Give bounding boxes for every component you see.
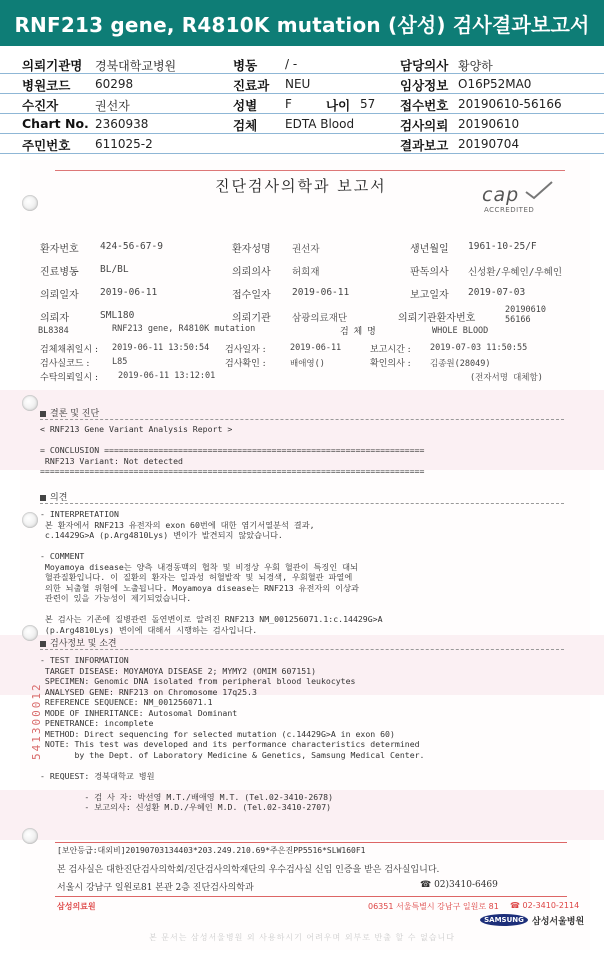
patient-field-value: 424-56-67-9 [100, 241, 163, 252]
page-title: RNF213 gene, R4810K mutation (삼성) 검사결과보고서 [14, 13, 590, 37]
header-value: 2360938 [95, 117, 149, 131]
header-label: Chart No. [22, 116, 89, 131]
header-label: 담당의사 [400, 58, 449, 73]
divider [0, 93, 604, 94]
header-value: 611025-2 [95, 137, 153, 151]
header-label: 검체 [233, 118, 258, 133]
lab-tel: ☎ 02)3410-6469 [420, 880, 498, 890]
punch-hole-icon [22, 395, 38, 411]
footer-tel: ☎ 02-3410-2114 [510, 901, 580, 910]
header-label: 성별 [233, 98, 258, 113]
testinfo-section-label: 검사정보 및 소견 [50, 639, 117, 649]
divider [0, 73, 604, 74]
punch-hole-icon [22, 625, 38, 641]
detail-label: 검사실코드 : [40, 359, 90, 369]
punch-hole-icon [22, 828, 38, 844]
detail-label: 검사확인 : [225, 359, 266, 369]
header-label: 검사의뢰 [400, 118, 449, 133]
header-value: EDTA Blood [285, 117, 355, 131]
certification-text: 본 검사실은 대한진단검사의학회/진단검사의학재단의 우수검사실 신임 인증을 받은 검사실입니다. [57, 865, 440, 875]
header-label: 수진자 [22, 98, 59, 113]
header-label: 주민번호 [22, 138, 71, 153]
header-value: 20190704 [458, 137, 520, 151]
opinion-text: - INTERPRETATION 본 환자에서 RNF213 유전자의 exon 60번에 대한 염기서열분석 결과, c.14429G>A (p.Arg4810Lys) 변이가 발견되지 않았습니다. - COMMENT Moyamoya disease는 양측 내경동맥의 협착 및 비정상 우회 혈관이 특징인 대뇌 혈관질환입니다. 이 질환의 환자는 일과성 허혈발작 및 뇌경색, 우회혈관 파열에 의한 뇌출혈 위험에 노출됩니다. Moyamoya disease는 RNF213 유전자의 이상과 관련이 있을 가능성이 제기되었습니다. 본 검사는 기존에 질병관련 돌연변이로 알려진 RNF213 NM_001256071.1:c.14429G>A (p.Arg4810Lys) 변이에 대해서 시행하는 검사입니다. [40, 509, 383, 635]
detail-value: 2019-06-11 [290, 343, 342, 353]
header-value: NEU [285, 77, 311, 91]
detail-label: 확인의사 : [370, 359, 411, 369]
footer-address: 06351 서울특별시 강남구 일원로 81 [368, 902, 499, 911]
detail-label: 수탁의뢰일시 : [40, 373, 99, 383]
result-section-title [40, 406, 99, 419]
divider [55, 842, 567, 843]
divider [40, 503, 564, 504]
patient-field-value: 1961-10-25/F [468, 241, 537, 252]
patient-field-value: 2019061056166 [505, 305, 546, 325]
title-bar [0, 0, 604, 46]
detail-value: 김종원(28049) [430, 359, 491, 369]
detail-value: 2019-06-11 13:50:54 [112, 343, 210, 353]
divider [0, 153, 604, 154]
opinion-section-label: 의견 [50, 493, 68, 503]
opinion-section-title [40, 490, 67, 503]
cap-logo-text: cap [482, 184, 520, 206]
punch-hole-icon [22, 195, 38, 211]
detail-value: 2019-07-03 11:50:55 [430, 343, 528, 353]
report-title: 진단검사의학과 보고서 [215, 177, 387, 195]
test-code: BL8384 [38, 326, 69, 336]
testinfo-section-title [40, 636, 117, 649]
header-value: 20190610 [458, 117, 520, 131]
detail-value: (전자서명 대체함) [470, 373, 543, 383]
patient-field-label: 생년월일 [410, 244, 449, 255]
patient-field-value: 2019-07-03 [468, 287, 526, 298]
patient-field-value: 권선자 [292, 244, 320, 255]
divider [0, 113, 604, 114]
header-label: 접수번호 [400, 98, 449, 113]
specimen-value: WHOLE BLOOD [432, 326, 489, 336]
testinfo-text: - TEST INFORMATION TARGET DISEASE: MOYAMOYA DISEASE 2; MYMY2 (OMIM 607151) SPECIMEN: Genomic DNA isolated from peripheral blood leukocytes ANALYSED GENE: RNF213 on Chromosome 17q25.3 REFERENCE SEQUENCE: NM_001256071.1 MODE OF INHERITANCE: Autosomal Dominant PENETRANCE: incomplete METHOD: Direct sequencing for selected mutation (c.14429G>A in exon 60) NOTE: This test was developed and its performance characteristics determined by the Dept. of Laboratory Medicine & Genetics, Samsung Medical Center. - REQUEST: 경북대학교 병원 - 검 사 자: 박선영 M.T./배애영 M.T. (Tel.02-3410-2678) - 보고의사: 신성환 M.D./우혜인 M.D. (Tel.02-3410-2707) [40, 655, 425, 812]
specimen-label: 검 체 명 [340, 327, 377, 337]
header-value: 20190610-56166 [458, 97, 562, 111]
detail-label: 검사일자 : [225, 345, 266, 355]
header-value: O16P52MA0 [458, 77, 532, 91]
detail-value: L85 [112, 357, 128, 367]
divider [55, 896, 567, 897]
patient-field-label: 접수일자 [232, 290, 271, 301]
print-info: [보안등급:대외비]20190703134403*203.249.210.69*주은진PP5516*SLW160F1 [57, 846, 366, 855]
detail-label: 검체채취일시 : [40, 345, 99, 355]
punch-hole-icon [22, 512, 38, 528]
patient-field-label: 의뢰일자 [40, 290, 79, 301]
bullet-icon [40, 641, 46, 647]
watermark-text: 본 문서는 삼성서울병원 외 사용하시기 어려우며 외부로 반출 할 수 없습니다 [149, 933, 455, 942]
header-value: 경북대학교병원 [95, 59, 177, 73]
result-section-label: 결론 및 진단 [50, 409, 100, 419]
header-value: 황양하 [458, 59, 493, 73]
header-value: 권선자 [95, 99, 130, 113]
header-label: 의뢰기관명 [22, 58, 83, 73]
detail-value: 배애영() [290, 359, 325, 369]
divider [0, 133, 604, 134]
result-text: < RNF213 Gene Variant Analysis Report > = CONCLUSION ================================================================= RNF213 Variant: Not detected ============================================================================== [40, 424, 425, 476]
patient-field-value: SML180 [100, 310, 135, 321]
header-label: 진료과 [233, 78, 270, 93]
age-label: 나이 [326, 98, 351, 113]
patient-field-value: 삼광의료재단 [292, 313, 348, 324]
patient-field-value: 허희재 [292, 267, 320, 278]
detail-label: 보고시간 : [370, 345, 411, 355]
patient-field-label: 의뢰자 [40, 313, 69, 324]
patient-field-value: BL/BL [100, 264, 129, 275]
header-label: 임상정보 [400, 78, 449, 93]
patient-field-label: 환자성명 [232, 244, 271, 255]
header-label: 결과보고 [400, 138, 449, 153]
header-label: 병원코드 [22, 78, 71, 93]
patient-field-value: 2019-06-11 [292, 287, 350, 298]
hospital-name: 삼성서울병원 [532, 917, 585, 927]
age-value: 57 [360, 97, 376, 111]
samsung-logo: SAMSUNG [480, 914, 528, 926]
header-label: 병동 [233, 58, 258, 73]
patient-field-value: 신성환/우혜인/우혜인 [468, 267, 563, 278]
header-value: / - [285, 57, 298, 71]
checkmark-icon [524, 180, 554, 200]
report-header [0, 52, 604, 152]
detail-value: 2019-06-11 13:12:01 [118, 371, 216, 381]
patient-field-label: 보고일자 [410, 290, 449, 301]
bullet-icon [40, 411, 46, 417]
cap-accredited-text: ACCREDITED [484, 206, 535, 214]
patient-field-label: 판독의사 [410, 267, 449, 278]
patient-field-value: 2019-06-11 [100, 287, 158, 298]
lab-address: 서울시 강남구 일원로81 본관 2층 진단검사의학과 [57, 883, 254, 893]
divider [55, 170, 565, 171]
patient-field-label: 의뢰기관 [232, 313, 271, 324]
header-value: 60298 [95, 77, 134, 91]
patient-field-label: 진료병동 [40, 267, 79, 278]
divider [40, 419, 564, 420]
bullet-icon [40, 495, 46, 501]
side-serial-number: 541300012 [30, 682, 43, 760]
footer-institution: 삼성의료원 [57, 902, 96, 911]
cap-accredited-logo [478, 182, 558, 218]
header-value: F [285, 97, 292, 111]
patient-field-label: 의뢰의사 [232, 267, 271, 278]
divider [40, 649, 564, 650]
test-name: RNF213 gene, R4810K mutation [112, 324, 256, 334]
patient-field-label: 환자번호 [40, 244, 79, 255]
patient-field-label: 의뢰기관환자번호 [398, 313, 476, 324]
